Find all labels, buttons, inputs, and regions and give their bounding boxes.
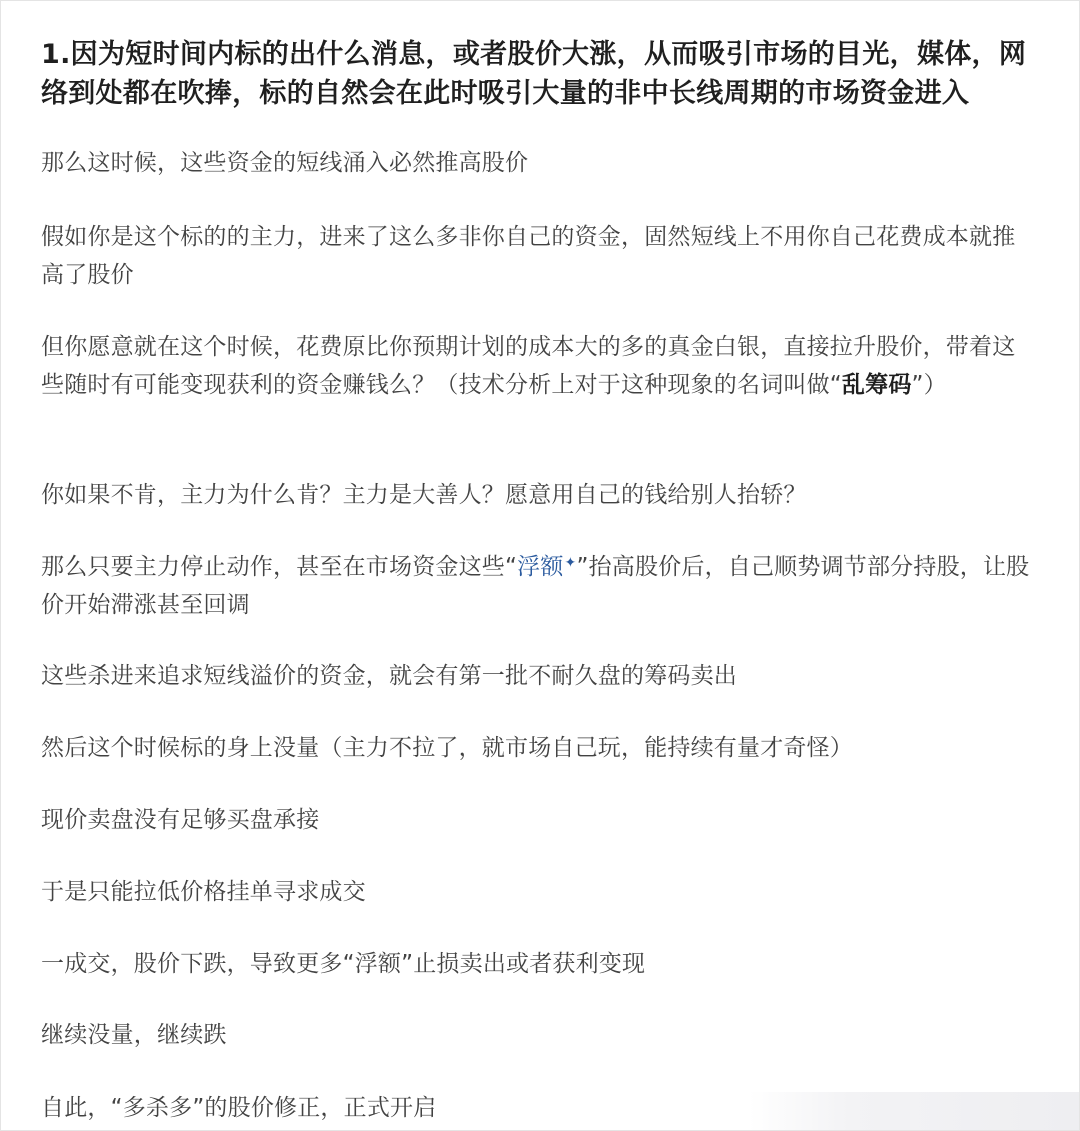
paragraph-4: 你如果不肯，主力为什么肯？主力是大善人？愿意用自己的钱给别人抬轿？: [41, 482, 807, 508]
paragraph-10: 一成交，股价下跌，导致更多“浮额”止损卖出或者获利变现: [41, 951, 646, 977]
paragraph-9: 于是只能拉低价格挂单寻求成交: [41, 879, 366, 905]
watermark-blur: [749, 1092, 1079, 1130]
paragraph-5: [41, 548, 1031, 624]
paragraph-6: 这些杀进来追求短线溢价的资金，就会有第一批不耐久盘的筹码卖出: [41, 663, 737, 689]
section-heading: 1.因为短时间内标的出什么消息，或者股价大涨，从而吸引市场的目光，媒体，网络到处都在吹捧，标的自然会在此时吸引大量的非中长线周期的市场资金进入: [41, 39, 1027, 109]
paragraph-8: 现价卖盘没有足够买盘承接: [41, 807, 320, 833]
paragraph-3-text: 但你愿意就在这个时候，花费原比你预期计划的成本大的多的真金白银，直接拉升股价，带着这些随时有可能变现获利的资金赚钱么？（技术分析上对于这种现象的名词叫做“: [41, 334, 1016, 398]
paragraph-1: 那么这时候，这些资金的短线涌入必然推高股价: [41, 150, 529, 176]
emphasis-term: 乱筹码: [841, 372, 912, 398]
sparkle-icon: ✦: [564, 555, 577, 571]
paragraph-2: 假如你是这个标的的主力，进来了这么多非你自己的资金，固然短线上不用你自己花费成本就推高了股价: [41, 224, 1016, 288]
paragraph-12: 自此，“多杀多”的股价修正，正式开启: [41, 1095, 437, 1121]
term-link-fue[interactable]: 浮额: [517, 554, 564, 580]
paragraph-5-tail: ”抬高股价后，自己顺势调节部分持股，让股价开始滞涨甚至回调: [41, 554, 1030, 618]
paragraph-11: 继续没量，继续跌: [41, 1022, 227, 1048]
paragraph-3: [41, 328, 1031, 404]
paragraph-5-text: 那么只要主力停止动作，甚至在市场资金这些“: [41, 554, 518, 580]
paragraph-3-tail: ”）: [911, 372, 947, 398]
paragraph-7: 然后这个时候标的身上没量（主力不拉了，就市场自己玩，能持续有量才奇怪）: [41, 735, 853, 761]
